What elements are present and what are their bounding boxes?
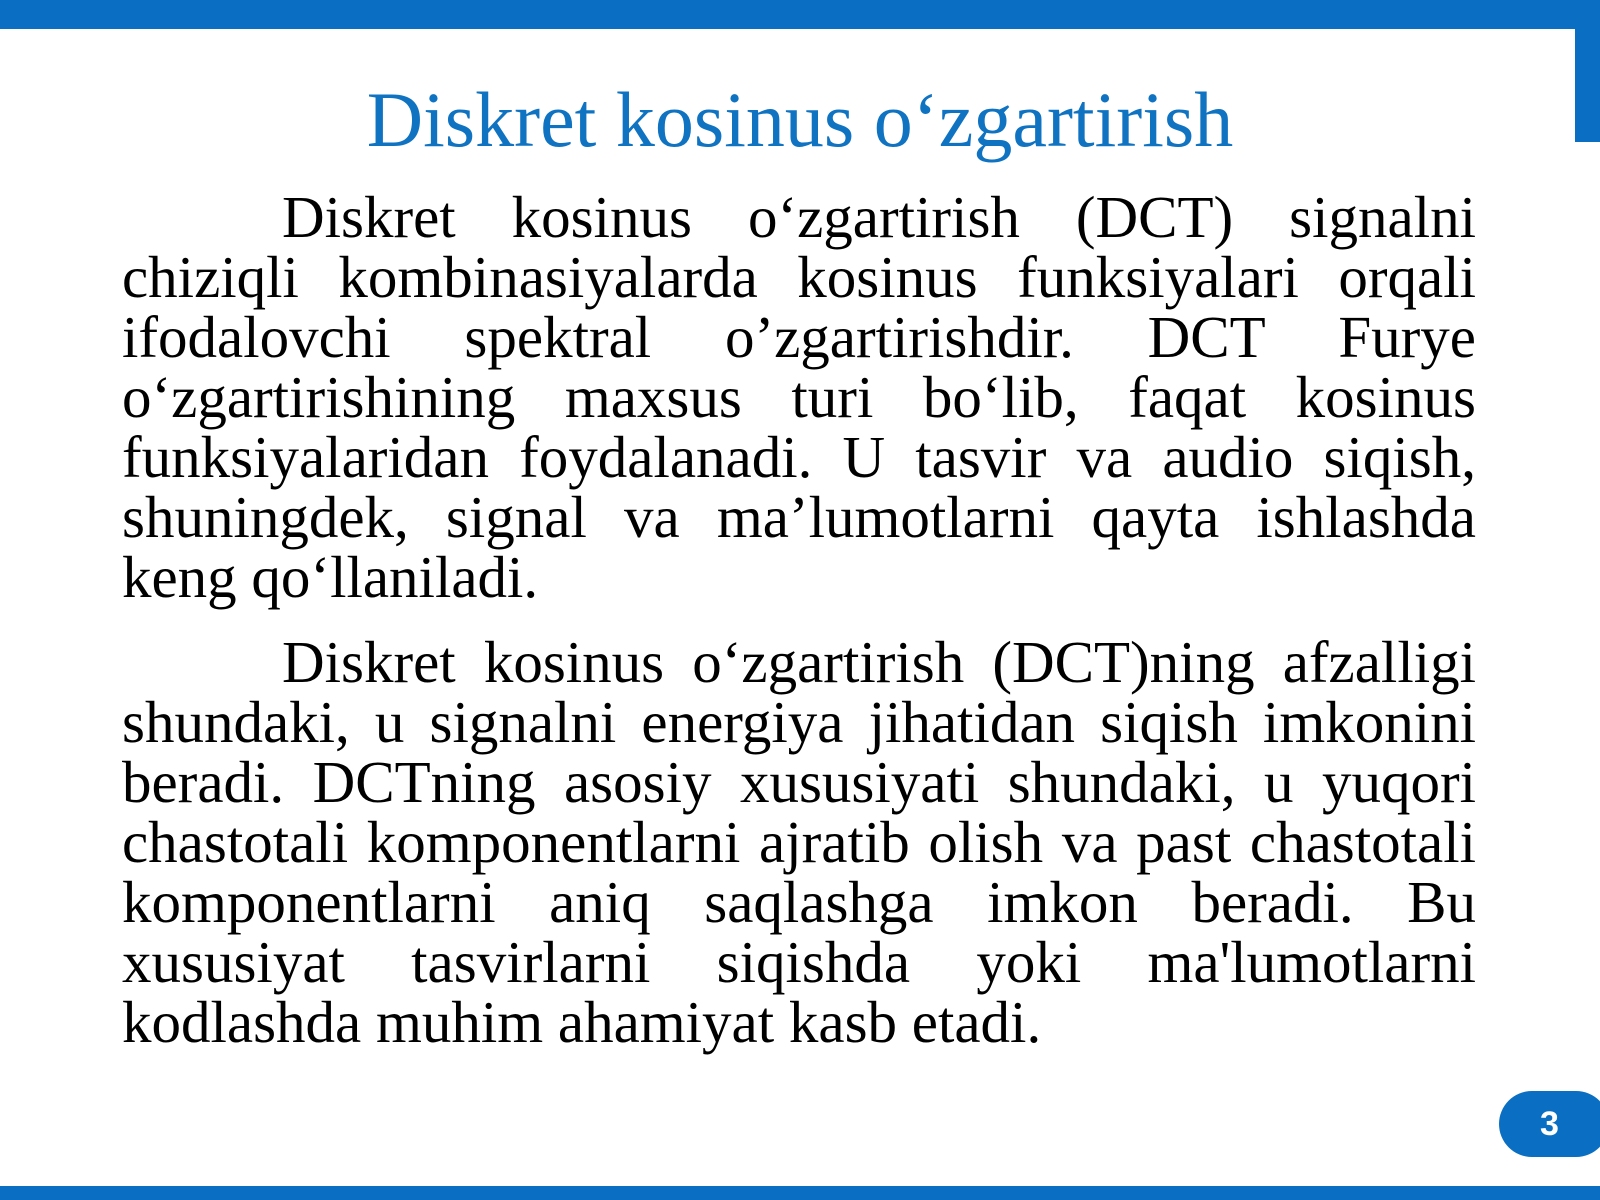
top-accent-bar [0, 0, 1600, 29]
bottom-accent-bar [0, 1186, 1600, 1200]
slide-title: Diskret kosinus o‘zgartirish [366, 76, 1234, 163]
body-paragraph-1: Diskret kosinus o‘zgartirish (DCT) signalni chiziqli kombinasiyalarda kosinus funksiyalari orqali ifodalovchi spektral o’zgartirishdir. DCT Furye o‘zgartirishining maxsus turi bo‘lib, faqat kosinus funksiyalaridan foydalanadi. U tasvir va audio siqish, shuningdek, signal va ma’lumotlarni qayta ishlashda keng qo‘llaniladi. [122, 184, 1476, 610]
body-paragraph-2: Diskret kosinus o‘zgartirish (DCT)ning afzalligi shundaki, u signalni energiya jihatidan siqish imkonini beradi. DCTning asosiy xususiyati shundaki, u yuqori chastotali komponentlarni ajratib olish va past chastotali komponentlarni aniq saqlashga imkon beradi. Bu xususiyat tasvirlarni siqishda yoki ma'lumotlarni kodlashda muhim ahamiyat kasb etadi. [122, 629, 1476, 1055]
page-number: 3 [1540, 1105, 1559, 1143]
slide-body [122, 184, 1476, 1055]
